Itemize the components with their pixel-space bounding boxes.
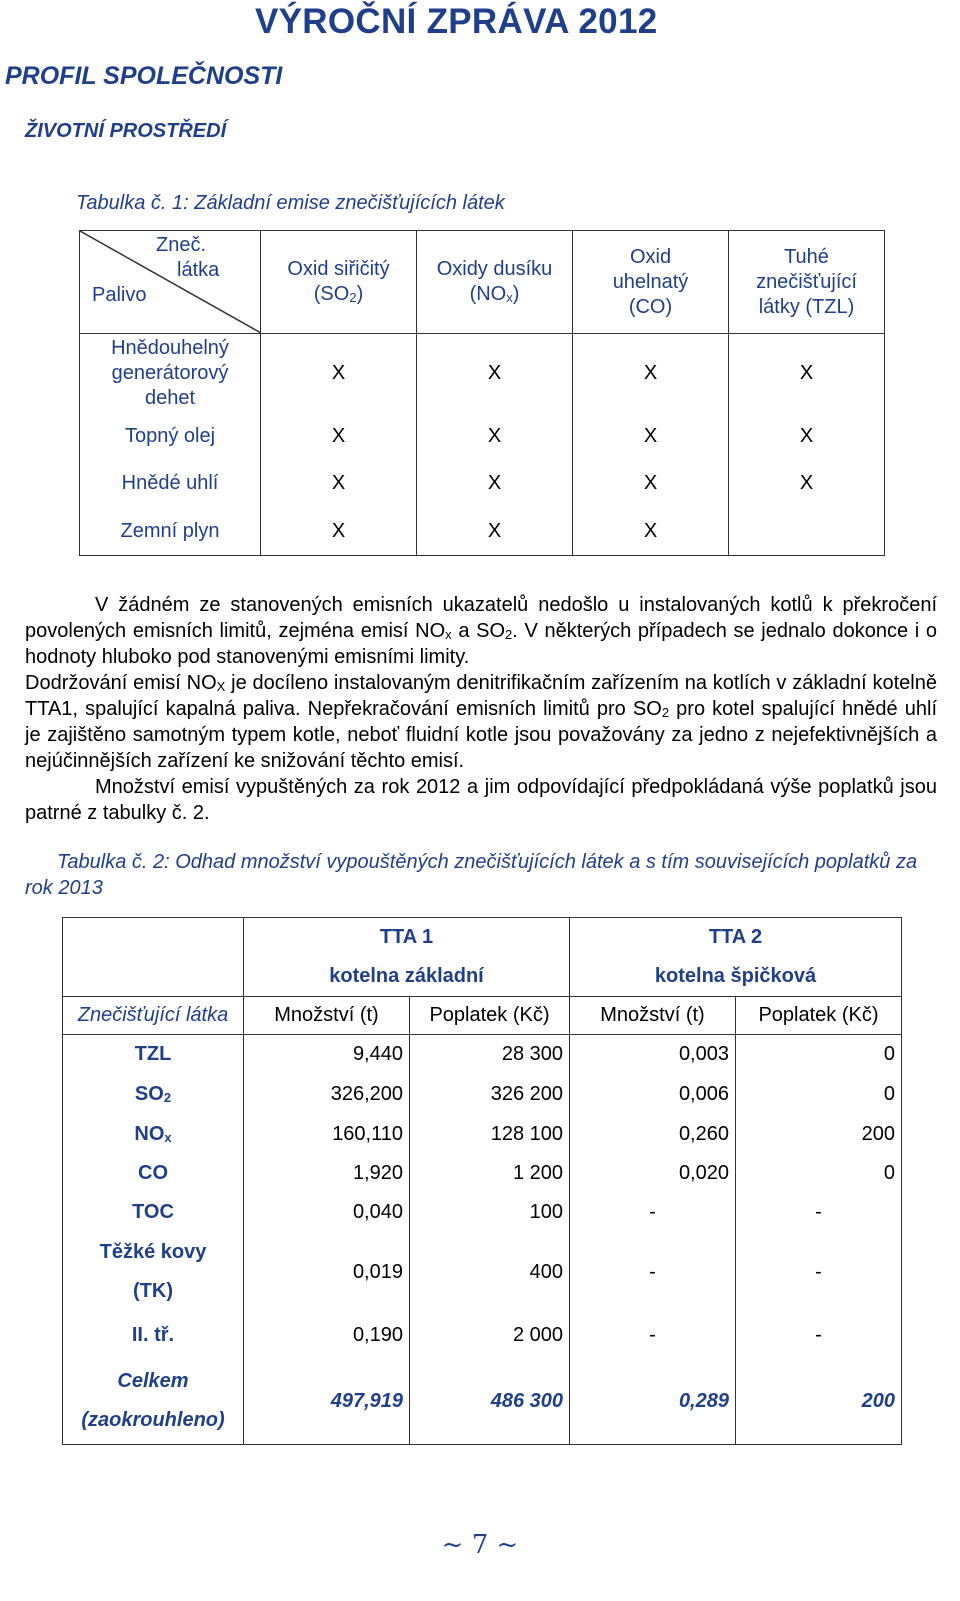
table-cell xyxy=(729,508,885,556)
table-cell: 0,006 xyxy=(570,1075,736,1115)
total-label: Celkem (zaokrouhleno) xyxy=(63,1359,244,1445)
table-cell: X xyxy=(573,508,729,556)
table-cell: 128 100 xyxy=(410,1115,570,1154)
table-cell: 0,190 xyxy=(244,1312,410,1359)
col-header-co: Oxid uhelnatý (CO) xyxy=(573,231,729,334)
table-row xyxy=(63,1193,902,1233)
table-cell: 100 xyxy=(410,1193,570,1233)
total-cell: 497,919 xyxy=(244,1359,410,1445)
pollutant-label: $SO_2$ xyxy=(63,1075,244,1115)
page-number: ~ 7 ~ xyxy=(441,1530,519,1560)
table-cell: - xyxy=(736,1193,902,1233)
pollutant-label: II. tř. xyxy=(63,1312,244,1359)
table1-corner-cell xyxy=(80,231,261,334)
fuel-label: Topný olej xyxy=(80,414,261,460)
table-row xyxy=(63,1312,902,1359)
col-header-tzl: Tuhé znečišťující látky (TZL) xyxy=(729,231,885,334)
document-title: VÝROČNÍ ZPRÁVA 2012 xyxy=(255,2,658,41)
table-cell: X xyxy=(261,414,417,460)
table-cell: X xyxy=(261,508,417,556)
table-cell: X xyxy=(261,460,417,508)
table-cell: 326 200 xyxy=(410,1075,570,1115)
table-cell: X xyxy=(573,460,729,508)
total-row xyxy=(63,1359,902,1445)
paragraph-1: V žádném ze stanovených emisních ukazatelů nedošlo u instalovaných kotlů k překročení povolených emisních limitů, zejména emisí $NO_x$ a $SO_2$. V některých případech se jednalo dokonce i o hodnoty hluboko pod stanovenými emisními limity. xyxy=(25,594,937,668)
table-cell: - xyxy=(736,1233,902,1312)
table-cell: 0,019 xyxy=(244,1233,410,1312)
table1-header-row xyxy=(80,231,885,334)
table-cell: 160,110 xyxy=(244,1115,410,1154)
table-cell: 0 xyxy=(736,1154,902,1193)
table-cell: 0,020 xyxy=(570,1154,736,1193)
total-cell: 486 300 xyxy=(410,1359,570,1445)
table-cell: X xyxy=(729,414,885,460)
emissions-text xyxy=(25,592,937,826)
corner-fuel-label: Palivo xyxy=(92,284,147,306)
col-header-fee: Poplatek (Kč) xyxy=(736,997,902,1035)
emissions-table xyxy=(79,230,885,556)
table-cell: 2 000 xyxy=(410,1312,570,1359)
table-cell: - xyxy=(570,1193,736,1233)
paragraph-2: Dodržování emisí $NO_X$ je docíleno instalovaným denitrifikačním zařízením na kotlích v základní kotelně TTA1, spalující kapalná paliva. Nepřekračování emisních limitů pro $SO_2$ pro kotel spalující hnědé uhlí je zajištěno samotným typem kotle, neboť fluidní kotle jsou považovány za jedno z nejefektivnějších a nejúčinnějších zařízení ke snižování těchto emisí. xyxy=(25,672,937,772)
table-row xyxy=(80,460,885,508)
corner-pollutant-label: Zneč. xyxy=(156,234,207,256)
col-header-amount: Množství (t) xyxy=(244,997,410,1035)
table-row xyxy=(80,414,885,460)
total-cell: 0,289 xyxy=(570,1359,736,1445)
table-cell: 9,440 xyxy=(244,1035,410,1075)
pollutant-label: CO xyxy=(63,1154,244,1193)
table-cell: X xyxy=(573,334,729,414)
group-tta2: TTA 2 kotelna špičková xyxy=(570,918,902,997)
table-cell: X xyxy=(729,460,885,508)
table-cell: 1,920 xyxy=(244,1154,410,1193)
fuel-label: Hnědé uhlí xyxy=(80,460,261,508)
table-row xyxy=(63,1154,902,1193)
company-profile-heading: PROFIL SPOLEČNOSTI xyxy=(5,62,283,90)
fuel-label: Zemní plyn xyxy=(80,508,261,556)
col-header-nox: Oxidy dusíku $(NO_x)$ xyxy=(417,231,573,334)
pollutant-label: Těžké kovy (TK) xyxy=(63,1233,244,1312)
table-cell: 400 xyxy=(410,1233,570,1312)
table-row xyxy=(63,1075,902,1115)
table2-caption: Tabulka č. 2: Odhad množství vypouštěných znečišťujících látek a s tím souvisejících poplatků za rok 2013 xyxy=(25,851,918,899)
section-heading: ŽIVOTNÍ PROSTŘEDÍ xyxy=(25,120,227,142)
pollutant-label: TOC xyxy=(63,1193,244,1233)
col-header-fee: Poplatek (Kč) xyxy=(410,997,570,1035)
fuel-label: Hnědouhelný generátorový dehet xyxy=(80,334,261,414)
table-cell: 326,200 xyxy=(244,1075,410,1115)
table-cell: 0,003 xyxy=(570,1035,736,1075)
table-row xyxy=(63,1233,902,1312)
pollutant-label: $NO_x$ xyxy=(63,1115,244,1154)
table-cell: X xyxy=(261,334,417,414)
table-cell: X xyxy=(729,334,885,414)
table-cell: X xyxy=(417,460,573,508)
table-cell: - xyxy=(570,1233,736,1312)
table-cell: 200 xyxy=(736,1115,902,1154)
table-cell: 0 xyxy=(736,1035,902,1075)
table-row xyxy=(80,334,885,414)
table-row xyxy=(63,1035,902,1075)
table-cell: X xyxy=(417,508,573,556)
col-header-so2: Oxid siřičitý $(SO_2)$ xyxy=(261,231,417,334)
paragraph-3: Množství emisí vypuštěných za rok 2012 a jim odpovídající předpokládaná výše poplatků jsou patrné z tabulky č. 2. xyxy=(25,776,937,824)
table2-empty-corner xyxy=(63,918,244,997)
table-cell: X xyxy=(417,334,573,414)
corner-pollutant-label-2: látka xyxy=(177,259,220,281)
col-header-amount: Množství (t) xyxy=(570,997,736,1035)
table-cell: 0 xyxy=(736,1075,902,1115)
col-header-pollutant: Znečišťující látka xyxy=(63,997,244,1035)
table-cell: - xyxy=(736,1312,902,1359)
table-cell: X xyxy=(417,414,573,460)
table2-group-row xyxy=(63,918,902,997)
emissions-fees-table xyxy=(62,917,902,1445)
table-row xyxy=(80,508,885,556)
table2-header-row xyxy=(63,997,902,1035)
table-cell: - xyxy=(570,1312,736,1359)
total-cell: 200 xyxy=(736,1359,902,1445)
pollutant-label: TZL xyxy=(63,1035,244,1075)
group-tta1: TTA 1 kotelna základní xyxy=(244,918,570,997)
table1-caption: Tabulka č. 1: Základní emise znečišťujících látek xyxy=(76,192,505,214)
table-cell: 0,260 xyxy=(570,1115,736,1154)
table-cell: 1 200 xyxy=(410,1154,570,1193)
table-cell: 28 300 xyxy=(410,1035,570,1075)
table-row xyxy=(63,1115,902,1154)
table-cell: X xyxy=(573,414,729,460)
table-cell: 0,040 xyxy=(244,1193,410,1233)
